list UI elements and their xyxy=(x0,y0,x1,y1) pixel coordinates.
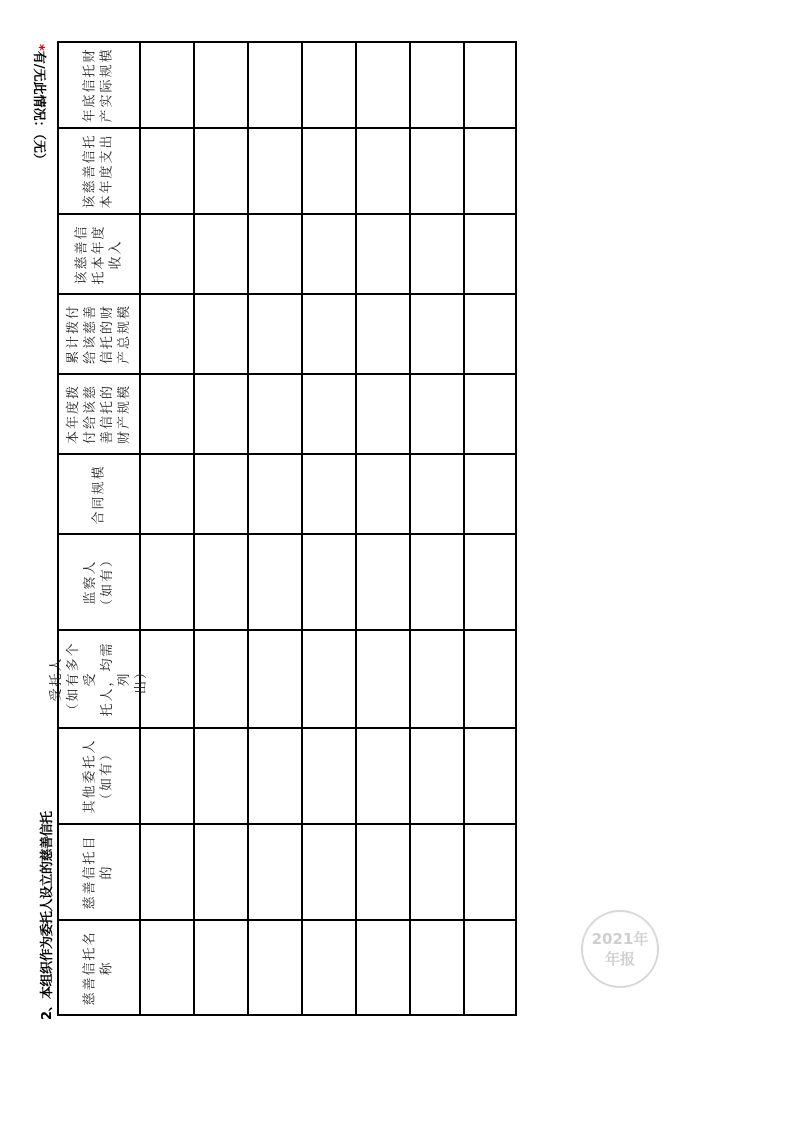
table-row-divider xyxy=(355,43,357,1014)
required-asterisk: * xyxy=(31,44,46,51)
header-trust-purpose: 慈善信托目 的 xyxy=(82,834,115,910)
status-text: 有/无此情况：（无） xyxy=(31,50,46,167)
header-year-end-size: 年底信托财 产实际规模 xyxy=(82,47,115,123)
table-row-divider xyxy=(301,43,303,1014)
header-trust-name: 慈善信托名 称 xyxy=(82,929,115,1006)
section-title: 2、本组织作为委托人设立的慈善信托 xyxy=(40,811,55,1020)
table-row-divider xyxy=(193,43,195,1014)
header-supervisor: 监察人 （如有） xyxy=(82,551,115,613)
header-cumulative-allocation: 累计拨付 给该慈善 信托的财 产总规模 xyxy=(65,303,132,365)
annual-report-watermark: 2021年 年报 xyxy=(581,910,659,988)
header-other-settlors: 其他委托人 （如有） xyxy=(82,738,115,814)
table-row-divider xyxy=(139,43,141,1014)
header-annual-income: 该慈善信 托本年度 收入 xyxy=(74,223,124,285)
table-row-divider xyxy=(409,43,411,1014)
table-row-divider xyxy=(247,43,249,1014)
table-row-divider xyxy=(463,43,465,1014)
header-trustees: 受托人 （如有多个受 托人，均需列 出） xyxy=(49,641,149,717)
status-line xyxy=(31,44,50,166)
header-annual-allocation: 本年度拨 付给该慈 善信托的 财产规模 xyxy=(65,383,132,445)
charity-trust-table xyxy=(49,41,517,1016)
header-annual-expenditure: 该慈善信托 本年度支出 xyxy=(82,133,115,209)
header-contract-size: 合同规模 xyxy=(91,463,107,525)
